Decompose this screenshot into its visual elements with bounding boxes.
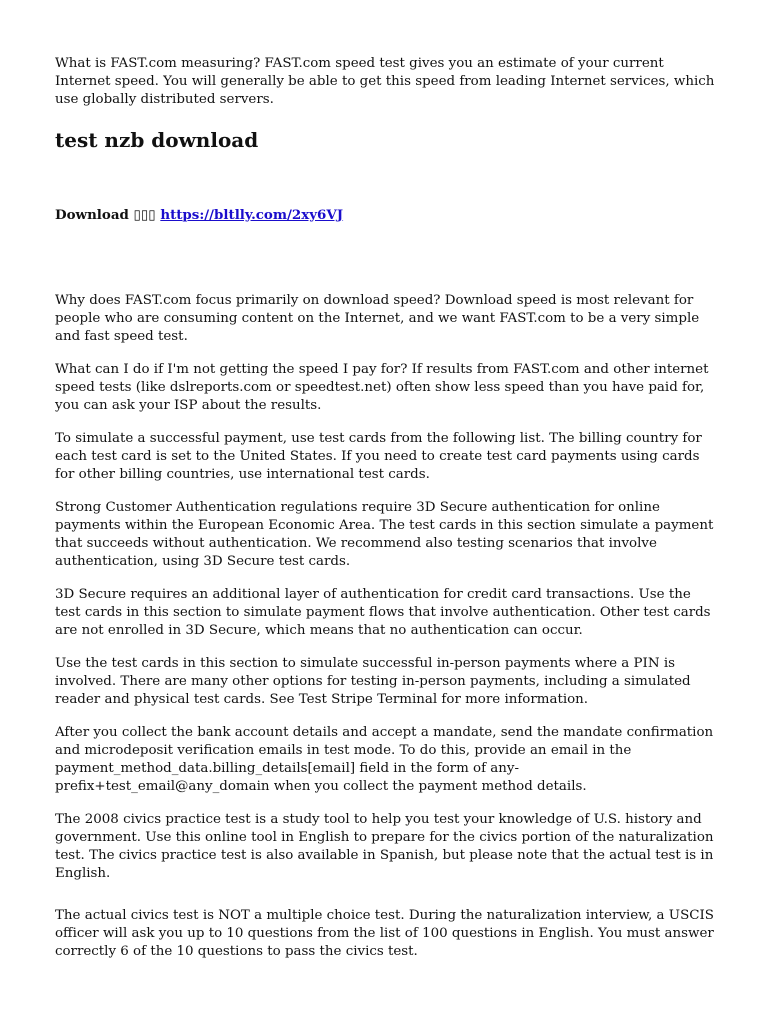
paragraph: 3D Secure requires an additional layer of authentication for credit card transactions. Use the test cards in this section to simulate payment flows that involve authentication. Other test cards are not enrolled in 3D Secure, which means that no authentication can occur.	[55, 587, 711, 638]
download-line	[55, 206, 720, 224]
paragraph: After you collect the bank account details and accept a mandate, send the mandate confirmation and microdeposit verification emails in test mode. To do this, provide an email in the payment_method_data.billing_details[email] field in the form of any-prefix+test_email@any_domain when you collect the payment method details.	[55, 725, 714, 794]
paragraph: Strong Customer Authentication regulations require 3D Secure authentication for online payments within the European Economic Area. The test cards in this section simulate a payment that succeeds without authentication. We recommend also testing scenarios that involve authentication, using 3D Secure test cards.	[55, 500, 714, 569]
paragraph: What can I do if I'm not getting the speed I pay for? If results from FAST.com and other internet speed tests (like dslreports.com or speedtest.net) often show less speed than you have paid for, you can ask your ISP about the results.	[55, 362, 709, 413]
paragraph: Why does FAST.com focus primarily on download speed? Download speed is most relevant for people who are consuming content on the Internet, and we want FAST.com to be a very simple and fast speed test.	[55, 293, 700, 344]
paragraph: The actual civics test is NOT a multiple choice test. During the naturalization interview, a USCIS officer will ask you up to 10 questions from the list of 100 questions in English. You must answer correctly 6 of the 10 questions to pass the civics test.	[55, 908, 714, 959]
page-title: test nzb download	[55, 128, 259, 152]
intro-paragraph: What is FAST.com measuring? FAST.com speed test gives you an estimate of your current Internet speed. You will generally be able to get this speed from leading Internet services, which use globally distributed servers.	[55, 56, 715, 107]
download-label: Download	[55, 207, 129, 223]
document-page	[55, 55, 720, 976]
paragraph: To simulate a successful payment, use test cards from the following list. The billing country for each test card is set to the United States. If you need to create test card payments using cards for other billing countries, use international test cards.	[55, 431, 702, 482]
download-glyphs: ▯▯▯	[133, 207, 156, 223]
body-text	[55, 292, 720, 961]
paragraph: The 2008 civics practice test is a study tool to help you test your knowledge of U.S. history and government. Use this online tool in English to prepare for the civics portion of the naturalization test. The civics practice test is also available in Spanish, but please note that the actual test is in English.	[55, 812, 714, 881]
download-link[interactable]: https://bltlly.com/2xy6VJ	[160, 207, 344, 223]
paragraph: Use the test cards in this section to simulate successful in-person payments where a PIN is involved. There are many other options for testing in-person payments, including a simulated reader and physical test cards. See Test Stripe Terminal for more information.	[55, 656, 691, 707]
